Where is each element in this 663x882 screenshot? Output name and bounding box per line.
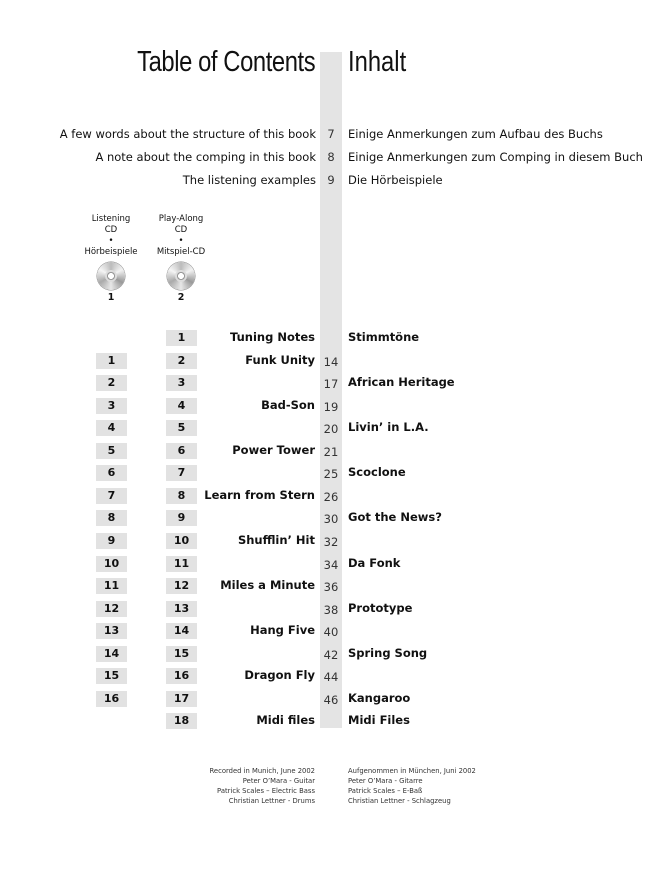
track-title-german: Stimmtöne: [348, 330, 420, 344]
intro-entry-english: A few words about the structure of this book: [59, 127, 316, 141]
listening-cd-track-box: 4: [96, 420, 127, 436]
cd-label-line: •: [108, 236, 114, 246]
playalong-cd-track-box: 5: [166, 420, 197, 436]
track-page-number: 36: [323, 580, 339, 594]
listening-cd-track-box: 3: [96, 398, 127, 414]
playalong-cd-track-box: 12: [166, 578, 197, 594]
track-title-english: Power Tower: [232, 443, 315, 457]
title-english: Table of Contents: [136, 46, 315, 78]
playalong-cd-track-box: 16: [166, 668, 197, 684]
listening-cd-track-box: 14: [96, 646, 127, 662]
cd-label: [141, 214, 221, 258]
credit-line: Christian Lettner - Schlagzeug: [348, 797, 451, 805]
track-page-number: 44: [323, 670, 339, 684]
cd-number: 2: [177, 292, 185, 303]
playalong-cd-track-box: 4: [166, 398, 197, 414]
credit-line: Patrick Scales – Electric Bass: [217, 787, 315, 795]
cd-label-line: Hörbeispiele: [84, 247, 138, 257]
playalong-cd-track-box: 6: [166, 443, 197, 459]
listening-cd-track-box: 9: [96, 533, 127, 549]
track-page-number: 40: [323, 625, 339, 639]
listening-cd-track-box: 8: [96, 510, 127, 526]
playalong-cd-track-box: 15: [166, 646, 197, 662]
intro-page-number: 9: [327, 173, 335, 187]
track-title-english: Tuning Notes: [230, 330, 315, 344]
intro-entry-german: Einige Anmerkungen zum Aufbau des Buchs: [348, 127, 603, 141]
title-german: Inhalt: [348, 46, 407, 78]
cd-label-line: CD: [104, 225, 118, 235]
track-title-german: African Heritage: [348, 375, 455, 389]
intro-entry-english: A note about the comping in this book: [95, 150, 316, 164]
track-title-german: Prototype: [348, 601, 413, 615]
track-title-german: Livin’ in L.A.: [348, 420, 429, 434]
cd-label-line: •: [178, 236, 184, 246]
track-title-german: Kangaroo: [348, 691, 411, 705]
playalong-cd-track-box: 7: [166, 465, 197, 481]
track-title-english: Learn from Stern: [204, 488, 315, 502]
track-title-german: Got the News?: [348, 510, 442, 524]
playalong-cd-track-box: 9: [166, 510, 197, 526]
listening-cd-track-box: 5: [96, 443, 127, 459]
listening-cd-track-box: 7: [96, 488, 127, 504]
listening-cd-track-box: 15: [96, 668, 127, 684]
cd-label-line: Listening: [91, 214, 131, 224]
track-title-german: Spring Song: [348, 646, 428, 660]
track-page-number: 17: [323, 377, 339, 391]
playalong-cd-track-box: 3: [166, 375, 197, 391]
credits-german: [348, 766, 476, 806]
track-page-number: 30: [323, 512, 339, 526]
track-page-number: 26: [323, 490, 339, 504]
cd-label: [71, 214, 151, 258]
track-title-english: Miles a Minute: [220, 578, 315, 592]
credit-line: Peter O’Mara - Gitarre: [348, 777, 423, 785]
track-page-number: 19: [323, 400, 339, 414]
track-page-number: 46: [323, 693, 339, 707]
playalong-cd-track-box: 10: [166, 533, 197, 549]
track-title-german: Midi Files: [348, 713, 410, 727]
credit-line: Aufgenommen in München, Juni 2002: [348, 767, 476, 775]
intro-entry-german: Die Hörbeispiele: [348, 173, 443, 187]
track-title-english: Bad-Son: [261, 398, 315, 412]
playalong-cd-track-box: 11: [166, 556, 197, 572]
credit-line: Patrick Scales – E-Baß: [348, 787, 423, 795]
intro-entry-german: Einige Anmerkungen zum Comping in diesem Buch: [348, 150, 643, 164]
track-page-number: 21: [323, 445, 339, 459]
track-title-german: Scoclone: [348, 465, 406, 479]
credit-line: Peter O’Mara - Guitar: [242, 777, 315, 785]
track-page-number: 34: [323, 558, 339, 572]
cd-label-line: CD: [174, 225, 188, 235]
cd-icon: [167, 262, 195, 290]
playalong-cd-track-box: 8: [166, 488, 197, 504]
track-title-english: Hang Five: [250, 623, 315, 637]
playalong-cd-track-box: 14: [166, 623, 197, 639]
track-title-english: Dragon Fly: [244, 668, 315, 682]
track-page-number: 20: [323, 422, 339, 436]
intro-page-number: 8: [327, 150, 335, 164]
cd-icon: [97, 262, 125, 290]
credit-line: Recorded in Munich, June 2002: [209, 767, 315, 775]
track-page-number: 14: [323, 355, 339, 369]
playalong-cd-track-box: 2: [166, 353, 197, 369]
track-page-number: 38: [323, 603, 339, 617]
track-page-number: 25: [323, 467, 339, 481]
cd-label-line: Mitspiel-CD: [156, 247, 206, 257]
credit-line: Christian Lettner - Drums: [228, 797, 315, 805]
track-title-english: Funk Unity: [245, 353, 315, 367]
track-page-number: 42: [323, 648, 339, 662]
playalong-cd-track-box: 17: [166, 691, 197, 707]
intro-page-number: 7: [327, 127, 335, 141]
cd-number: 1: [107, 292, 115, 303]
cd-label-line: Play-Along: [158, 214, 204, 224]
listening-cd-track-box: 6: [96, 465, 127, 481]
listening-cd-track-box: 16: [96, 691, 127, 707]
intro-entry-english: The listening examples: [182, 173, 316, 187]
playalong-cd-track-box: 13: [166, 601, 197, 617]
track-title-german: Da Fonk: [348, 556, 401, 570]
track-title-english: Shufflin’ Hit: [237, 533, 315, 547]
listening-cd-track-box: 1: [96, 353, 127, 369]
listening-cd-track-box: 10: [96, 556, 127, 572]
listening-cd-track-box: 12: [96, 601, 127, 617]
listening-cd-track-box: 11: [96, 578, 127, 594]
playalong-cd-track-box: 1: [166, 330, 197, 346]
track-title-english: Midi files: [256, 713, 315, 727]
listening-cd-track-box: 2: [96, 375, 127, 391]
track-page-number: 32: [323, 535, 339, 549]
listening-cd-track-box: 13: [96, 623, 127, 639]
credits-english: [210, 766, 316, 806]
playalong-cd-track-box: 18: [166, 713, 197, 729]
